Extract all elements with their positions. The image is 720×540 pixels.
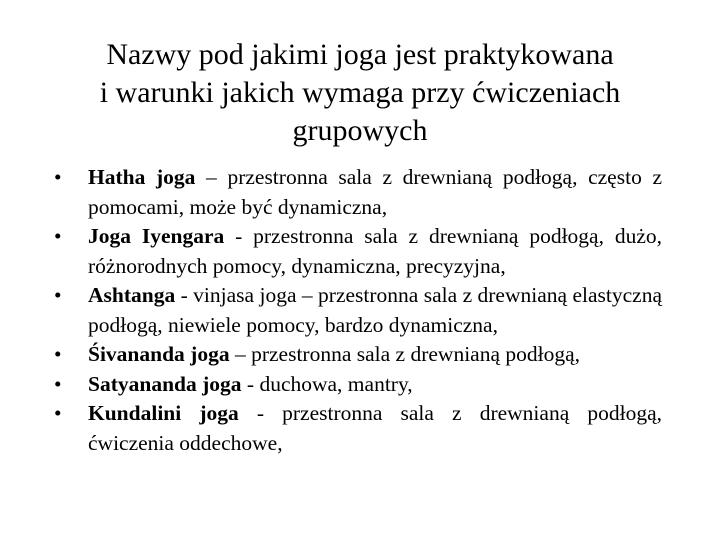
slide-title-line-2: i warunki jakich wymaga przy ćwiczeniach [99, 76, 621, 109]
slide-title-line-1: Nazwy pod jakimi joga jest praktykowana [106, 38, 614, 71]
bullet-icon: • [54, 371, 62, 396]
list-item-sivananda-joga [54, 340, 662, 370]
yoga-style-name: Śivananda joga [88, 342, 230, 366]
bullet-icon: • [54, 342, 62, 366]
slide-title [40, 36, 680, 150]
yoga-style-name: Ashtanga [88, 283, 176, 307]
yoga-style-name: Kundalini joga [88, 401, 239, 425]
list-item-hatha-joga [54, 163, 662, 222]
yoga-style-name: Hatha joga [88, 165, 196, 189]
bullet-icon: • [54, 283, 62, 307]
slide-title-line-3: grupowych [292, 114, 428, 147]
yoga-style-name: Joga Iyengara [88, 224, 225, 248]
list-item-satyananda-joga [54, 370, 662, 400]
yoga-style-description: - przestronna sala z drewnianą podłogą, dużo, różnorodnych pomocy, dynamiczna, precyzyjna, [88, 224, 662, 278]
yoga-style-description: - vinjasa joga – przestronna sala z drewnianą elastyczną podłogą, niewiele pomocy, bardzo dynamiczna, [88, 283, 662, 337]
bullet-list [54, 163, 662, 458]
list-item-kundalini-joga [54, 399, 662, 458]
bullet-icon: • [54, 401, 62, 425]
yoga-style-description: – przestronna sala z drewnianą podłogą, często z pomocami, może być dynamiczna, [88, 165, 663, 219]
bullet-icon: • [54, 224, 62, 248]
yoga-style-description: - duchowa, mantry, [241, 371, 413, 396]
list-item-ashtanga [54, 281, 662, 340]
list-item-joga-iyengara [54, 222, 662, 281]
bullet-icon: • [54, 165, 62, 189]
yoga-style-description: - przestronna sala z drewnianą podłogą, ćwiczenia oddechowe, [88, 401, 662, 455]
yoga-style-description: – przestronna sala z drewnianą podłogą, [229, 342, 581, 366]
yoga-style-name: Satyananda joga [88, 371, 242, 396]
